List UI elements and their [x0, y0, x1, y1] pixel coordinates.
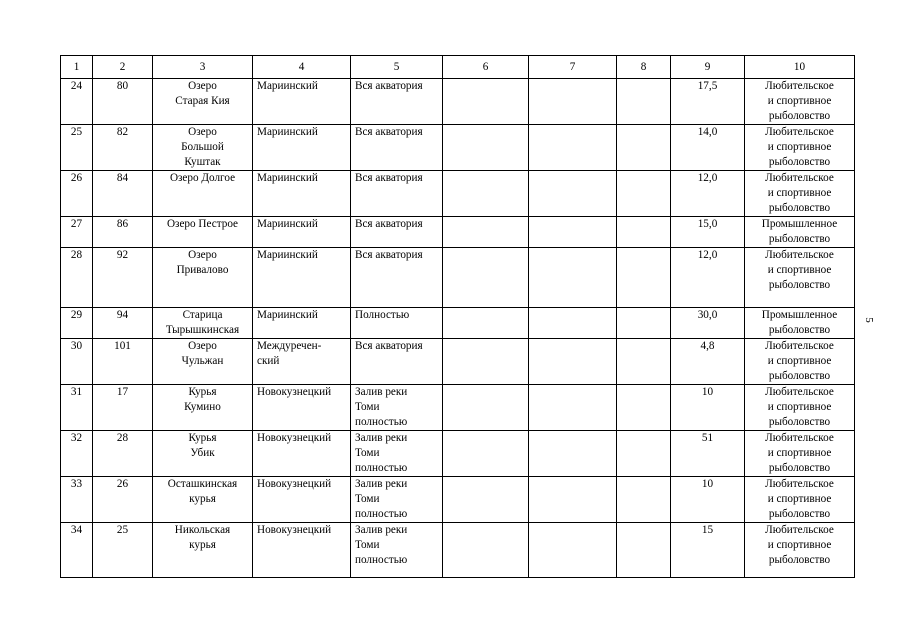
area-cell: Залив реки Томи полностью: [351, 523, 443, 578]
col8-cell: [617, 523, 671, 578]
object-number-cell: 92: [93, 248, 153, 308]
col7-cell: [529, 477, 617, 523]
area-cell: Полностью: [351, 308, 443, 339]
water-body-name-cell: Курья Убик: [153, 431, 253, 477]
district-cell: Новокузнецкий: [253, 523, 351, 578]
column-number: 7: [529, 56, 617, 79]
column-number: 4: [253, 56, 351, 79]
row-index-cell: 25: [61, 125, 93, 171]
col7-cell: [529, 125, 617, 171]
water-body-name-cell: Старица Тырышкинская: [153, 308, 253, 339]
col6-cell: [443, 385, 529, 431]
fishing-type-cell: Любительское и спортивное рыболовство: [745, 125, 855, 171]
fishing-type-cell: Любительское и спортивное рыболовство: [745, 248, 855, 308]
table-row: [61, 125, 855, 171]
district-cell: Новокузнецкий: [253, 431, 351, 477]
area-cell: Вся акватория: [351, 339, 443, 385]
column-number: 8: [617, 56, 671, 79]
row-index-cell: 29: [61, 308, 93, 339]
area-cell: Залив реки Томи полностью: [351, 385, 443, 431]
column-number: 1: [61, 56, 93, 79]
object-number-cell: 80: [93, 79, 153, 125]
col7-cell: [529, 431, 617, 477]
object-number-cell: 28: [93, 431, 153, 477]
district-cell: Мариинский: [253, 171, 351, 217]
table-body: [61, 56, 855, 578]
col6-cell: [443, 308, 529, 339]
area-value-cell: 51: [671, 431, 745, 477]
col7-cell: [529, 339, 617, 385]
area-value-cell: 10: [671, 385, 745, 431]
row-index-cell: 28: [61, 248, 93, 308]
column-number: 10: [745, 56, 855, 79]
table-row: [61, 523, 855, 578]
object-number-cell: 82: [93, 125, 153, 171]
object-number-cell: 25: [93, 523, 153, 578]
area-cell: Вся акватория: [351, 125, 443, 171]
fishing-type-cell: Любительское и спортивное рыболовство: [745, 477, 855, 523]
row-index-cell: 34: [61, 523, 93, 578]
col7-cell: [529, 171, 617, 217]
area-cell: Вся акватория: [351, 217, 443, 248]
area-value-cell: 10: [671, 477, 745, 523]
water-body-name-cell: Озеро Большой Куштак: [153, 125, 253, 171]
col6-cell: [443, 339, 529, 385]
row-index-cell: 27: [61, 217, 93, 248]
col7-cell: [529, 308, 617, 339]
col8-cell: [617, 248, 671, 308]
row-index-cell: 31: [61, 385, 93, 431]
fishing-areas-table: [60, 55, 855, 578]
area-cell: Залив реки Томи полностью: [351, 431, 443, 477]
area-value-cell: 17,5: [671, 79, 745, 125]
object-number-cell: 94: [93, 308, 153, 339]
object-number-cell: 84: [93, 171, 153, 217]
col8-cell: [617, 385, 671, 431]
table-row: [61, 79, 855, 125]
water-body-name-cell: Озеро Долгое: [153, 171, 253, 217]
col6-cell: [443, 248, 529, 308]
district-cell: Новокузнецкий: [253, 385, 351, 431]
fishing-type-cell: Промышленное рыболовство: [745, 217, 855, 248]
row-index-cell: 26: [61, 171, 93, 217]
col7-cell: [529, 248, 617, 308]
object-number-cell: 26: [93, 477, 153, 523]
col6-cell: [443, 171, 529, 217]
water-body-name-cell: Осташкинская курья: [153, 477, 253, 523]
district-cell: Мариинский: [253, 248, 351, 308]
water-body-name-cell: Озеро Чульжан: [153, 339, 253, 385]
fishing-type-cell: Любительское и спортивное рыболовство: [745, 339, 855, 385]
col7-cell: [529, 217, 617, 248]
area-value-cell: 12,0: [671, 171, 745, 217]
fishing-type-cell: Промышленное рыболовство: [745, 308, 855, 339]
col8-cell: [617, 477, 671, 523]
table-row: [61, 477, 855, 523]
district-cell: Междуречен- ский: [253, 339, 351, 385]
area-value-cell: 15,0: [671, 217, 745, 248]
row-index-cell: 24: [61, 79, 93, 125]
column-number: 3: [153, 56, 253, 79]
col8-cell: [617, 171, 671, 217]
col8-cell: [617, 339, 671, 385]
column-number: 6: [443, 56, 529, 79]
area-cell: Вся акватория: [351, 171, 443, 217]
district-cell: Мариинский: [253, 217, 351, 248]
area-value-cell: 30,0: [671, 308, 745, 339]
table-row: [61, 308, 855, 339]
area-cell: Вся акватория: [351, 248, 443, 308]
column-number: 5: [351, 56, 443, 79]
area-cell: Вся акватория: [351, 79, 443, 125]
water-body-name-cell: Озеро Пестрое: [153, 217, 253, 248]
area-cell: Залив реки Томи полностью: [351, 477, 443, 523]
fishing-type-cell: Любительское и спортивное рыболовство: [745, 431, 855, 477]
table-row: [61, 385, 855, 431]
area-value-cell: 15: [671, 523, 745, 578]
district-cell: Мариинский: [253, 79, 351, 125]
column-number: 2: [93, 56, 153, 79]
table-row: [61, 217, 855, 248]
area-value-cell: 12,0: [671, 248, 745, 308]
area-value-cell: 4,8: [671, 339, 745, 385]
col8-cell: [617, 217, 671, 248]
column-number: 9: [671, 56, 745, 79]
row-index-cell: 32: [61, 431, 93, 477]
table-row: [61, 339, 855, 385]
col6-cell: [443, 79, 529, 125]
page-number: 5: [862, 317, 875, 323]
object-number-cell: 86: [93, 217, 153, 248]
col6-cell: [443, 431, 529, 477]
district-cell: Новокузнецкий: [253, 477, 351, 523]
table-row: [61, 171, 855, 217]
col6-cell: [443, 125, 529, 171]
column-number-row: [61, 56, 855, 79]
col6-cell: [443, 217, 529, 248]
col8-cell: [617, 79, 671, 125]
table-row: [61, 248, 855, 308]
fishing-type-cell: Любительское и спортивное рыболовство: [745, 523, 855, 578]
col8-cell: [617, 125, 671, 171]
fishing-type-cell: Любительское и спортивное рыболовство: [745, 385, 855, 431]
fishing-type-cell: Любительское и спортивное рыболовство: [745, 171, 855, 217]
object-number-cell: 101: [93, 339, 153, 385]
water-body-name-cell: Озеро Привалово: [153, 248, 253, 308]
col7-cell: [529, 79, 617, 125]
district-cell: Мариинский: [253, 308, 351, 339]
row-index-cell: 33: [61, 477, 93, 523]
col8-cell: [617, 431, 671, 477]
row-index-cell: 30: [61, 339, 93, 385]
object-number-cell: 17: [93, 385, 153, 431]
col6-cell: [443, 523, 529, 578]
area-value-cell: 14,0: [671, 125, 745, 171]
water-body-name-cell: Озеро Старая Кия: [153, 79, 253, 125]
water-body-name-cell: Курья Кумино: [153, 385, 253, 431]
fishing-type-cell: Любительское и спортивное рыболовство: [745, 79, 855, 125]
water-body-name-cell: Никольская курья: [153, 523, 253, 578]
table-row: [61, 431, 855, 477]
col7-cell: [529, 523, 617, 578]
district-cell: Мариинский: [253, 125, 351, 171]
col7-cell: [529, 385, 617, 431]
col6-cell: [443, 477, 529, 523]
col8-cell: [617, 308, 671, 339]
